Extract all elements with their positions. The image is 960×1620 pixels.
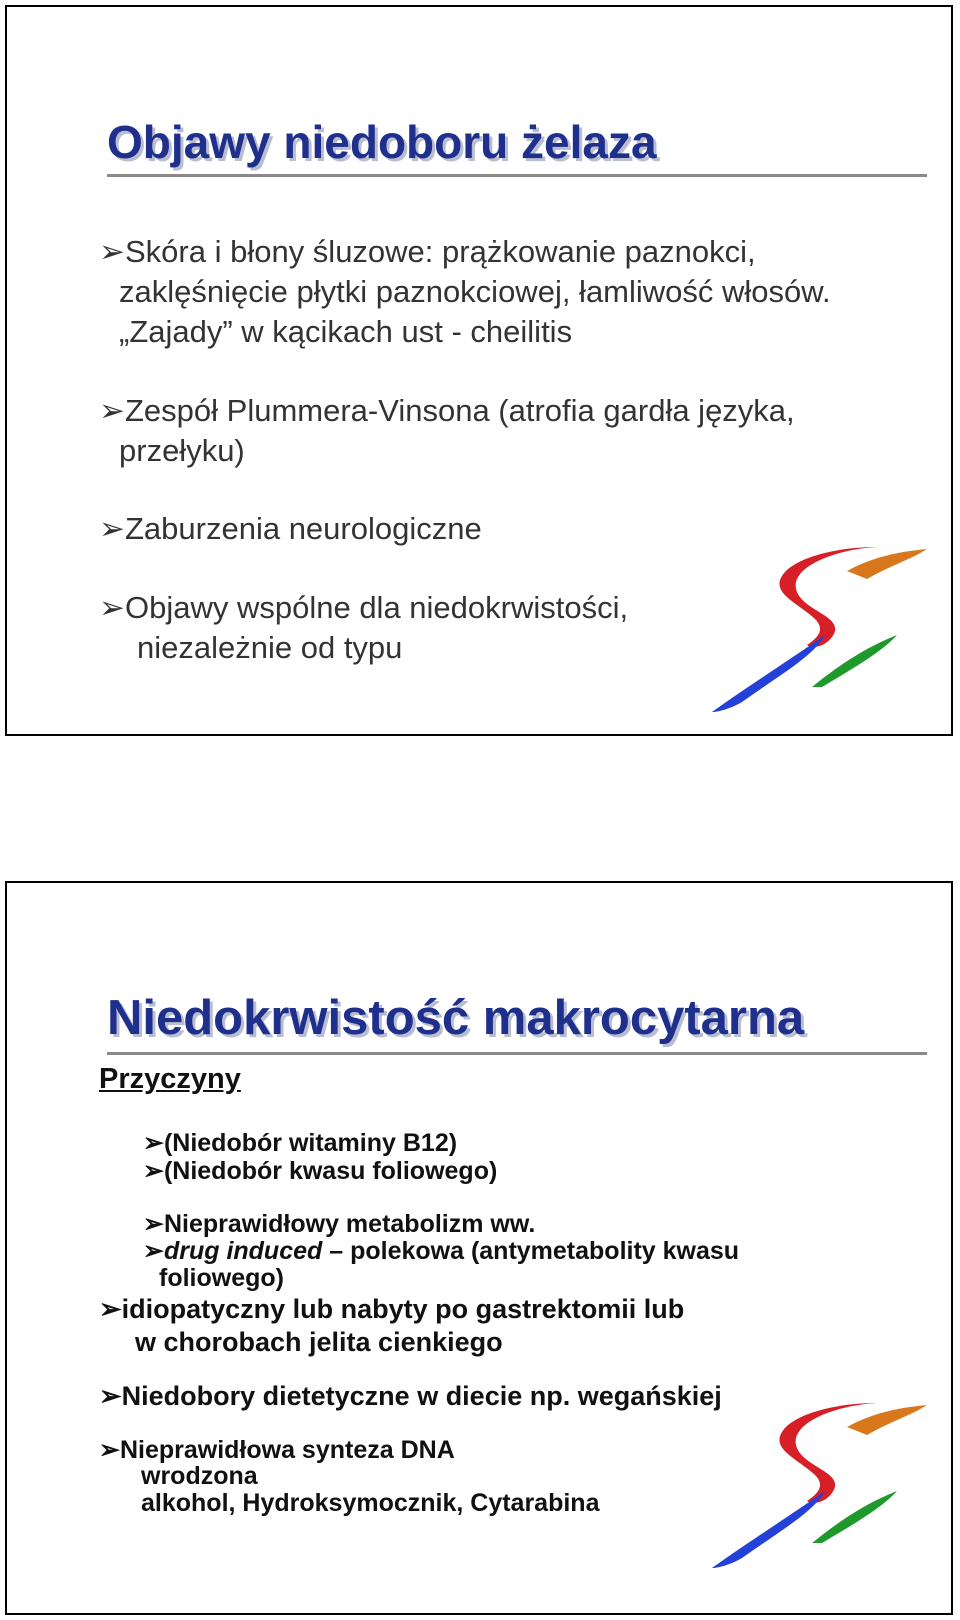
bullet-text: Nieprawidłowy metabolizm ww. <box>163 1210 536 1238</box>
bullet-item <box>99 393 795 429</box>
bullet-text: – polekowa (antymetabolity kwasu <box>322 1237 740 1265</box>
arrow-bullet-icon: ➢ <box>99 590 125 625</box>
arrow-bullet-icon: ➢ <box>143 1237 164 1265</box>
bullet-continuation: przełyku) <box>119 433 245 468</box>
bullet-item <box>99 590 628 626</box>
bullet-continuation: foliowego) <box>159 1264 284 1292</box>
arrow-bullet-icon: ➢ <box>99 511 125 546</box>
arrow-bullet-icon: ➢ <box>143 1157 164 1185</box>
slide-title: Objawy niedoboru żelaza <box>107 116 657 168</box>
slide-macrocytic-anemia <box>5 881 953 1615</box>
bullet-item <box>99 511 482 547</box>
arrow-bullet-icon: ➢ <box>143 1129 164 1157</box>
bullet-text: Skóra i błony śluzowe: prążkowanie paznokci, <box>124 234 756 269</box>
bullet-continuation: alkohol, Hydroksymocznik, Cytarabina <box>141 1489 600 1517</box>
bullet-text: Zaburzenia neurologiczne <box>124 511 482 546</box>
bullet-item <box>99 234 756 270</box>
bullet-continuation: niezależnie od typu <box>137 630 403 665</box>
arrow-bullet-icon: ➢ <box>99 1436 120 1464</box>
bullet-text: idiopatyczny lub nabyty po gastrektomii lub <box>121 1294 685 1324</box>
bullet-item <box>143 1128 457 1158</box>
arrow-bullet-icon: ➢ <box>99 1294 122 1324</box>
bullet-item <box>99 1381 722 1412</box>
title-rule <box>107 1052 927 1055</box>
bullet-text: Zespół Plummera-Vinsona (atrofia gardła języka, <box>124 393 795 428</box>
bullet-item <box>143 1156 497 1186</box>
section-subtitle: Przyczyny <box>99 1063 241 1095</box>
bullet-text: (Niedobór kwasu foliowego) <box>163 1157 498 1185</box>
bullet-text-italic: drug induced <box>163 1237 323 1265</box>
ribbon-s-logo <box>707 1393 937 1573</box>
bullet-text: Nieprawidłowa synteza DNA <box>119 1436 455 1464</box>
slide-title: Niedokrwistość makrocytarna <box>107 991 805 1045</box>
bullet-continuation: zaklęśnięcie płytki paznokciowej, łamliwość włosów. <box>119 274 831 309</box>
bullet-text: Niedobory dietetyczne w diecie np. wegańskiej <box>121 1381 722 1411</box>
bullet-item <box>99 1435 455 1465</box>
bullet-item <box>99 1294 684 1325</box>
bullet-continuation: wrodzona <box>141 1462 258 1490</box>
arrow-bullet-icon: ➢ <box>143 1210 164 1238</box>
bullet-item <box>143 1236 739 1266</box>
slide-iron-deficiency <box>5 5 953 736</box>
bullet-text: (Niedobór witaminy B12) <box>163 1129 458 1157</box>
ribbon-s-logo <box>707 537 937 717</box>
arrow-bullet-icon: ➢ <box>99 1381 122 1411</box>
bullet-item <box>143 1209 535 1239</box>
title-rule <box>107 174 927 177</box>
bullet-continuation: w chorobach jelita cienkiego <box>135 1327 503 1357</box>
bullet-continuation: „Zajady” w kącikach ust - cheilitis <box>119 314 573 349</box>
bullet-text: Objawy wspólne dla niedokrwistości, <box>124 590 629 625</box>
arrow-bullet-icon: ➢ <box>99 234 125 269</box>
arrow-bullet-icon: ➢ <box>99 393 125 428</box>
